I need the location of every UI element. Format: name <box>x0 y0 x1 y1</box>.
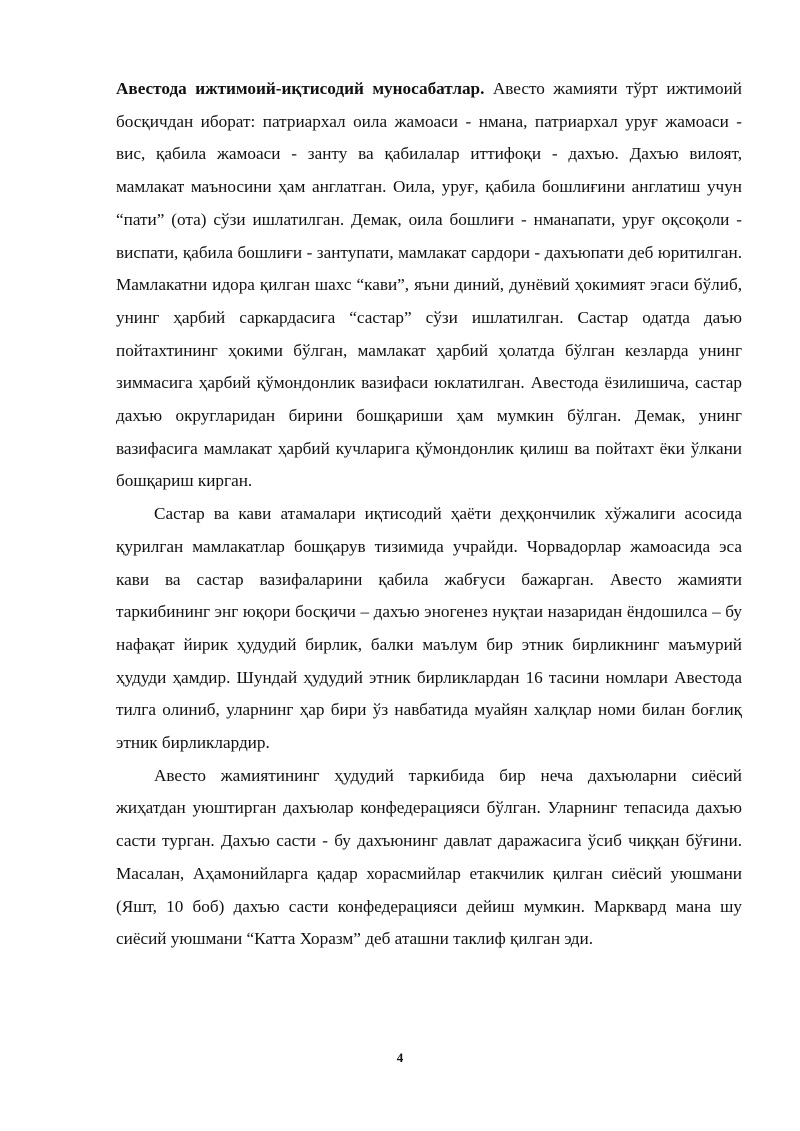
page-number: 4 <box>396 1050 404 1065</box>
paragraph-1 <box>116 73 742 498</box>
paragraph-1-text: Авесто жамияти тўрт ижтимоий босқичдан иборат: патриархал оила жамоаси - нмана, патриархал уруғ жамоаси - вис, қабила жамоаси - занту ва қабилалар иттифоқи - дахъю. Дахъю вилоят, мамлакат маъносини ҳам англатган. Оила, уруғ, қабила бошлиғини англатиш учун “пати” (ота) сўзи ишлатилган. Демак, оила бошлиғи - нманапати, уруғ оқсоқоли - виспати, қабила бошлиғи - зантупати, мамлакат сардори - дахъюпати деб юритилган. Мамлакатни идора қилган шахс “кави”, яъни диний, дунёвий ҳокимият эгаси бўлиб, унинг ҳарбий саркардасига “састар” сўзи ишлатилган. Састар одатда даъю пойтахтининг ҳокими бўлган, мамлакат ҳарбий ҳолатда бўлган кезларда унинг зиммасига ҳарбий қўмондонлик вазифаси юклатилган. Авестода ёзилишича, састар дахъю округларидан бирини бошқариши ҳам мумкин бўлган. Демак, унинг вазифасига мамлакат ҳарбий кучларига қўмондонлик қилиш ва пойтахт ёки ўлкани бошқариш кирган. <box>116 79 742 491</box>
document-body <box>116 73 742 956</box>
paragraph-2: Састар ва кави атамалари иқтисодий ҳаёти деҳқончилик хўжалиги асосида қурилган мамлакатлар бошқарув тизимида учрайди. Чорвадорлар жамоасида эса кави ва састар вазифаларини қабила жабғуси бажарган. Авесто жамияти таркибининг энг юқори босқичи – дахъю эногенез нуқтаи назаридан ёндошилса – бу нафақат йирик ҳудудий бирлик, балки маълум бир этник бирликнинг маъмурий ҳудуди ҳамдир. Шундай ҳудудий этник бирликлардан 16 тасини номлари Авестода тилга олиниб, уларнинг ҳар бири ўз навбатида муайян халқлар номи билан боғлиқ этник бирликлардир. <box>116 504 742 753</box>
paragraph-heading: Авестода ижтимоий-иқтисодий муносабатлар. <box>116 79 485 98</box>
paragraph-3: Авесто жамиятининг ҳудудий таркибида бир неча дахъюларни сиёсий жиҳатдан уюштирган дахъюлар конфедерацияси бўлган. Уларнинг тепасида дахъю састи турган. Дахъю састи - бу дахъюнинг давлат даражасига ўсиб чиққан бўғини. Масалан, Аҳамонийларга қадар хорасмийлар етакчилик қилган сиёсий уюшмани (Яшт, 10 боб) дахъю састи конфедерацияси дейиш мумкин. Марквард мана шу сиёсий уюшмани “Катта Хоразм” деб аташни таклиф қилган эди. <box>116 765 742 949</box>
